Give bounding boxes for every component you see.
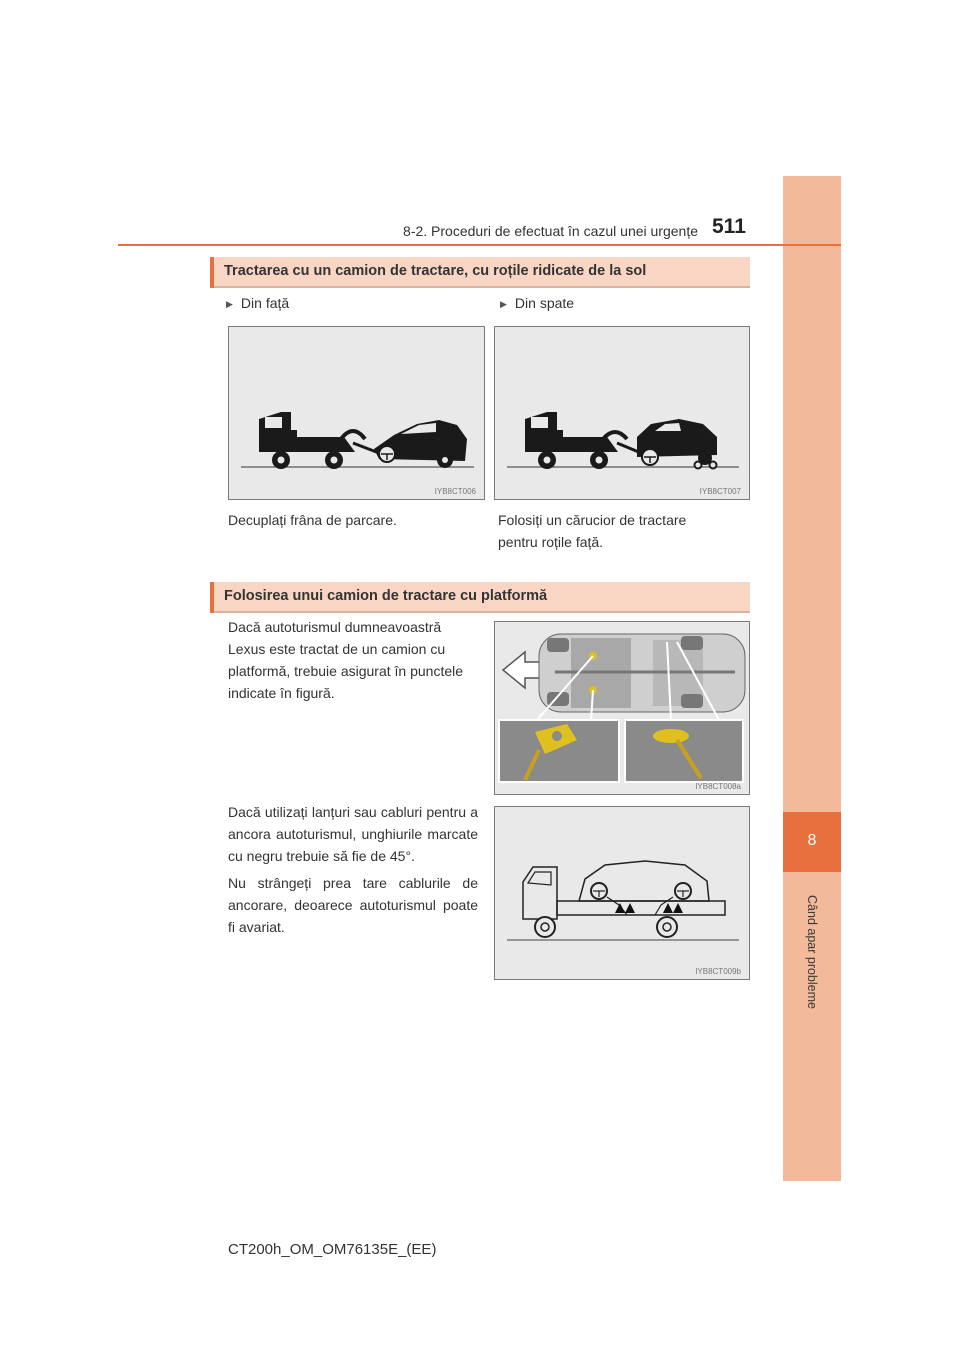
header-section-title: 8-2. Proceduri de efectuat în cazul unei urgențe	[403, 223, 698, 239]
caption-front: Decuplați frâna de parcare.	[228, 512, 397, 528]
figure-code: IYB8CT006	[434, 487, 476, 496]
header-rule	[118, 244, 841, 246]
caption-rear-line2: pentru roțile față.	[498, 534, 604, 550]
paragraph-line: indicate în figură.	[228, 685, 335, 701]
triangle-bullet-icon: ▶	[226, 299, 233, 309]
figure-tow-front	[228, 326, 485, 500]
chapter-side-tab	[783, 176, 841, 1181]
flatbed-truck-illustration	[495, 807, 749, 979]
figure-tie-down-points	[494, 621, 750, 795]
chapter-number-box	[783, 812, 841, 872]
section-heading-flatbed	[210, 582, 750, 613]
chapter-title-text: Când apar probleme	[805, 895, 819, 1009]
paragraph-line: Lexus este tractat de un camion cu	[228, 641, 446, 657]
paragraph-line: platformă, trebuie asigurat în punctele	[228, 663, 464, 679]
bullet-front	[226, 295, 289, 311]
paragraph-line: Dacă autoturismul dumneavoastră	[228, 619, 442, 635]
triangle-bullet-icon: ▶	[500, 299, 507, 309]
footer-model-code: CT200h_OM_OM76135E_(EE)	[228, 1241, 437, 1258]
section-title: Folosirea unui camion de tractare cu platformă	[224, 588, 548, 604]
rear-label: Din spate	[514, 295, 575, 311]
tow-truck-rear-illustration	[495, 327, 749, 499]
paragraph-flatbed-intro	[228, 616, 478, 704]
figure-code: IYB8CT009b	[695, 967, 741, 976]
figure-tow-rear	[494, 326, 750, 500]
bullet-rear	[500, 295, 574, 311]
tow-truck-front-illustration	[229, 327, 484, 499]
figure-code: IYB8CT008a	[695, 782, 741, 791]
caption-rear-line1: Folosiți un cărucior de tractare	[498, 512, 687, 528]
figure-flatbed-angles	[494, 806, 750, 980]
figure-code: IYB8CT007	[699, 487, 741, 496]
page-number: 511	[712, 215, 746, 238]
chapter-number: 8	[807, 832, 817, 849]
front-label: Din față	[240, 295, 290, 311]
underbody-tie-down-illustration	[495, 622, 749, 794]
section-title: Tractarea cu un camion de tractare, cu roțile ridicate de la sol	[224, 263, 647, 279]
chapter-title	[798, 882, 826, 1022]
paragraph-do-not-overtighten: Nu strângeți prea tare cablurile de ancorare, deoarece autoturismul poate fi avariat.	[228, 875, 478, 935]
paragraph-angle: Dacă utilizați lanțuri sau cabluri pentru a ancora autoturismul, unghiurile marcate cu negru trebuie să fie de 45°.	[228, 804, 478, 864]
section-heading-tow-truck	[210, 257, 750, 288]
